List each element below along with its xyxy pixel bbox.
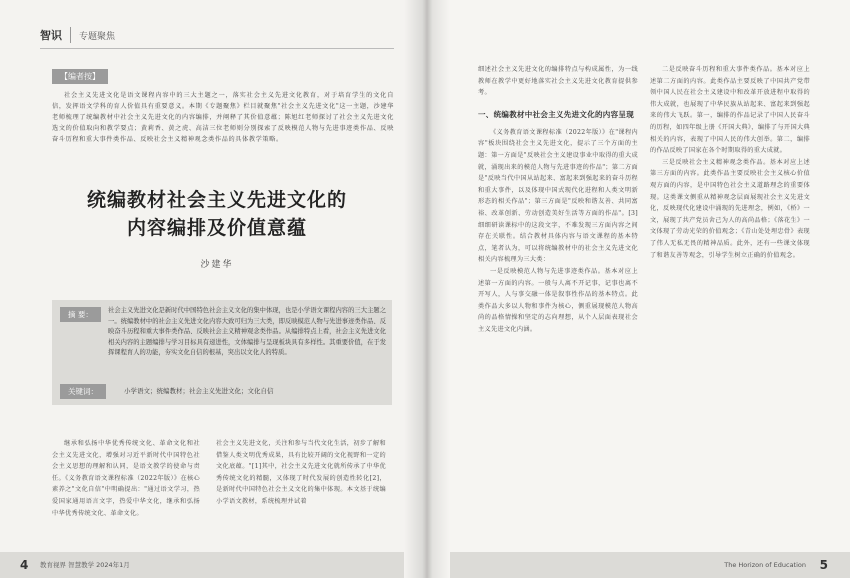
paragraph: 继承和弘扬中华优秀传统文化、革命文化和社会主义先进文化，增强对习近平新时代中国特色社会主义思想的理解和认同，是语文教学的使命与责任。《义务教育语文课程标准（2022年版）》在核心素养之"文化自信"中明确提出："通过语文学习，热爱国家通用语言文字，热爱中华文化，继承和弘扬中华优秀传统文化、革命文化。 — [52, 440, 200, 517]
body-column-2 — [216, 438, 386, 508]
keywords-text: 小学语文；统编教材；社会主义先进文化；文化自信 — [124, 387, 274, 395]
right-footer-text: The Horizon of Education — [724, 561, 806, 569]
editor-note-label: 【编者按】 — [52, 69, 108, 84]
body-column-1 — [52, 438, 200, 519]
article-title — [40, 186, 394, 242]
editor-note-body: 社会主义先进文化是语文课程内容中的三大主题之一，落实社会主义先进文化教育，对于培育学生的文化自信，发挥语文学科的育人价值具有重要意义。本期《专题聚焦》栏目就聚焦"社会主义先进文化"这一主题，沙建华老师梳理了统编教材中社会主义先进文化的内容编排，并阐释了其价值意蕴；陈旭红老师探讨了社会主义先进文化选文的价值取向和教学要点；黄莉香、黄之虎、高洁三位老师则分别探索了反映模范人物与先进事迹类作品、反映奋斗历程和重大事件类作品、反映社会主义精神观念类作品的具体教学策略。 — [52, 92, 394, 143]
header-brand: 智识 — [40, 27, 71, 43]
left-page-number: 4 — [20, 558, 29, 572]
right-page-number: 5 — [819, 558, 828, 572]
page-header — [40, 24, 115, 46]
left-footer-text: 教育视界 智慧教学 2024年1月 — [40, 561, 130, 569]
article-author: 沙建华 — [200, 260, 234, 270]
paragraph: 社会主义先进文化，关注和参与当代文化生活，初步了解和借鉴人类文明优秀成果，具有比较开阔的文化视野和一定的文化底蕴。"[1]其中，社会主义先进文化就所传承了中华优秀传统文化的精髓，又体现了时代发展的创造性转化[2]，是新时代中国特色社会主义文化的集中体现。本文基于统编小学语文教材，系统梳理并试着 — [216, 440, 386, 505]
title-line-1: 统编教材社会主义先进文化的 — [86, 189, 347, 211]
abstract-text: 社会主义先进文化是新时代中国特色社会主义文化的集中体现，也是小学语文课程内容的三大主题之一。统编教材中的社会主义先进文化内容大致可归为三大类，即反映模范人物与先进事迹类作品、反映奋斗历程和重大事件类作品、反映社会主义精神观念类作品。从编排特点上看，社会主义先进文化相关内容的主题编排与学习目标具有递进性，文体编排与呈现板块具有多样性。其重要价值，在于发挥课程育人的功能，夯实文化自信的根基，突出以文化人的特质。 — [108, 307, 386, 356]
header-column: 专题聚焦 — [79, 31, 116, 42]
body-column-4 — [650, 64, 810, 261]
paragraph: 二是反映奋斗历程和重大事件类作品。基本对应上述第二方面的内容。此类作品主要反映了中国共产党带领中国人民在社会主义建设中和改革开放进程中取得的伟大成就，也展现了中华民族从站起来、富起来到强起来的伟大飞跃。第一，编排的作品记录了中国人民奋斗的历程，如四年级上册《开国大典》，编排了与开国大典相关的内容，表现了中国人民的伟大创举。第二，编排的作品反映了国家在各个时期取得的重大成就。 — [650, 66, 810, 155]
title-line-2: 内容编排及价值意蕴 — [126, 217, 307, 239]
paragraph: 三是反映社会主义精神观念类作品。基本对应上述第三方面的内容。此类作品主要反映社会主义核心价值观方面的内容，是中国特色社会主义道路理念的重要体现。这类课文侧重从精神观念层面展现社会主义先进文化，反映现代化建设中涌现的先进理念，例如，《桥》一文，展现了共产党员舍己为人的高尚品格；《落花生》一文体现了劳动光荣的价值观念；《青山处处埋忠骨》表现了伟人无私无畏的精神品质。此外，还有一些课文体现了和谐友善等观念，引导学生树立正确的价值观念。 — [650, 158, 810, 259]
abstract-label: 摘 要： — [60, 307, 101, 322]
section-heading: 一、统编教材中社会主义先进文化的内容呈现 — [478, 109, 634, 119]
abstract-box — [52, 300, 392, 405]
editor-note — [52, 64, 394, 145]
body-column-3 — [478, 64, 638, 335]
paragraph: 细述社会主义先进文化的编排特点与构成属性，为一线教师在教学中更好地落实社会主义先进文化教育提供参考。 — [478, 66, 638, 97]
paragraph: 一是反映模范人物与先进事迹类作品。基本对应上述第一方面的内容。一般与人离不开记事，记事也离不开写人，人与事交融一体是叙事性作品的基本特点。此类作品大多以人物和事件为核心，侧重展现模范人物高尚的品格情操和坚定的志向理想，从个人层面表现社会主义先进文化内涵。 — [478, 267, 638, 333]
left-page — [0, 0, 424, 578]
paragraph: 《义务教育语文课程标准（2022年版）》在"课程内容"板块围绕社会主义先进文化，提示了三个方面的主题：第一方面是"反映社会主义建设事业中取得的重大成就，涌现出来的模范人物与先进事迹的作品"；第二方面是"反映当代中国从站起来、富起来到强起来的奋斗历程和重大事件，以及体现中国式现代化进程和人类文明新形态的相关作品"；第三方面是"反映和谐友善、共同富裕、改革创新、劳动创造美好生活等方面的作品"。[3]细细研读课标中的这段文字，不难发现三方面内容之间存在关联性。结合教材具体内容与语文课程的基本特点，笔者认为，可以将统编教材中的社会主义先进文化相关内容梳理为三大类： — [478, 128, 638, 264]
header-divider — [40, 48, 394, 49]
keywords-label: 关键词： — [60, 384, 106, 399]
